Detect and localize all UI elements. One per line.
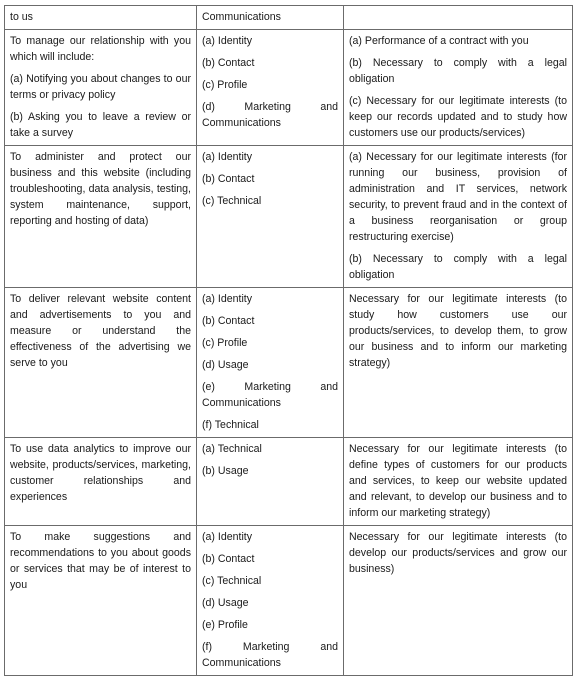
lawful-basis-text: (c) Necessary for our legitimate interests (to keep our records updated and to study how customers use our products/services) (349, 95, 567, 139)
table-row (5, 6, 573, 30)
table-row (5, 146, 573, 288)
data-type-item: (c) Profile (202, 79, 248, 91)
purpose-text: To make suggestions and recommendations to you about goods or services that may be of interest to you (10, 531, 191, 591)
lawful-basis-text: Necessary for our legitimate interests (to study how customers use our products/services, to develop them, to grow our business and to inform our marketing strategy) (349, 293, 567, 369)
data-type-cell (197, 6, 344, 30)
lawful-basis-table (4, 5, 573, 676)
data-type-item: (f) Marketing and Communications (202, 641, 338, 669)
data-type-item: (d) Marketing and Communications (202, 101, 338, 129)
data-type-cell (197, 438, 344, 526)
data-type-item: (e) Profile (202, 619, 248, 631)
lawful-basis-text: (a) Necessary for our legitimate interests (for running our business, provision of administration and IT services, network security, to prevent fraud and in the context of a business reorganisation or group restructuring exercise) (349, 151, 567, 243)
purpose-cell (5, 146, 197, 288)
lawful-basis-cell (344, 526, 573, 676)
purpose-cell (5, 6, 197, 30)
data-type-item: (c) Profile (202, 337, 248, 349)
purpose-cell (5, 526, 197, 676)
lawful-basis-cell (344, 30, 573, 146)
lawful-basis-cell (344, 288, 573, 438)
data-type-item: (c) Technical (202, 575, 262, 587)
purpose-text: (a) Notifying you about changes to our terms or privacy policy (10, 73, 191, 101)
lawful-basis-text: Necessary for our legitimate interests (to define types of customers for our products and services, to keep our website updated and relevant, to develop our business and to inform our marketing strategy) (349, 443, 567, 519)
data-type-item: (d) Usage (202, 597, 249, 609)
purpose-cell (5, 288, 197, 438)
lawful-basis-cell (344, 146, 573, 288)
data-type-item: (b) Contact (202, 57, 255, 69)
data-type-item: (b) Contact (202, 553, 255, 565)
data-type-item: Communications (202, 11, 281, 23)
lawful-basis-text: (a) Performance of a contract with you (349, 35, 529, 47)
lawful-basis-text: (b) Necessary to comply with a legal obligation (349, 253, 567, 281)
table-row (5, 288, 573, 438)
data-type-item: (b) Contact (202, 173, 255, 185)
data-type-cell (197, 526, 344, 676)
data-type-item: (c) Technical (202, 195, 262, 207)
data-type-item: (b) Contact (202, 315, 255, 327)
data-type-item: (b) Usage (202, 465, 249, 477)
data-type-cell (197, 146, 344, 288)
table-row (5, 526, 573, 676)
purpose-text: To use data analytics to improve our website, products/services, marketing, customer relationships and experiences (10, 443, 191, 503)
data-type-item: (a) Identity (202, 35, 253, 47)
purpose-text: to us (10, 11, 33, 23)
data-type-item: (a) Technical (202, 443, 262, 455)
purpose-text: To administer and protect our business and this website (including troubleshooting, data analysis, testing, system maintenance, support, reporting and hosting of data) (10, 151, 191, 227)
purpose-text: To deliver relevant website content and advertisements to you and measure or understand the effectiveness of the advertising we serve to you (10, 293, 191, 369)
purpose-cell (5, 30, 197, 146)
lawful-basis-text: (b) Necessary to comply with a legal obligation (349, 57, 567, 85)
lawful-basis-cell (344, 6, 573, 30)
data-type-item: (d) Usage (202, 359, 249, 371)
data-type-item: (a) Identity (202, 151, 253, 163)
table-row (5, 438, 573, 526)
lawful-basis-text: Necessary for our legitimate interests (to develop our products/services and grow our business) (349, 531, 567, 575)
purpose-text: (b) Asking you to leave a review or take a survey (10, 111, 191, 139)
data-type-item: (a) Identity (202, 293, 253, 305)
data-type-cell (197, 30, 344, 146)
purpose-cell (5, 438, 197, 526)
data-type-item: (f) Technical (202, 419, 259, 431)
data-type-cell (197, 288, 344, 438)
purpose-text: To manage our relationship with you which will include: (10, 35, 191, 63)
data-type-item: (a) Identity (202, 531, 253, 543)
data-type-item: (e) Marketing and Communications (202, 381, 338, 409)
table-row (5, 30, 573, 146)
lawful-basis-cell (344, 438, 573, 526)
